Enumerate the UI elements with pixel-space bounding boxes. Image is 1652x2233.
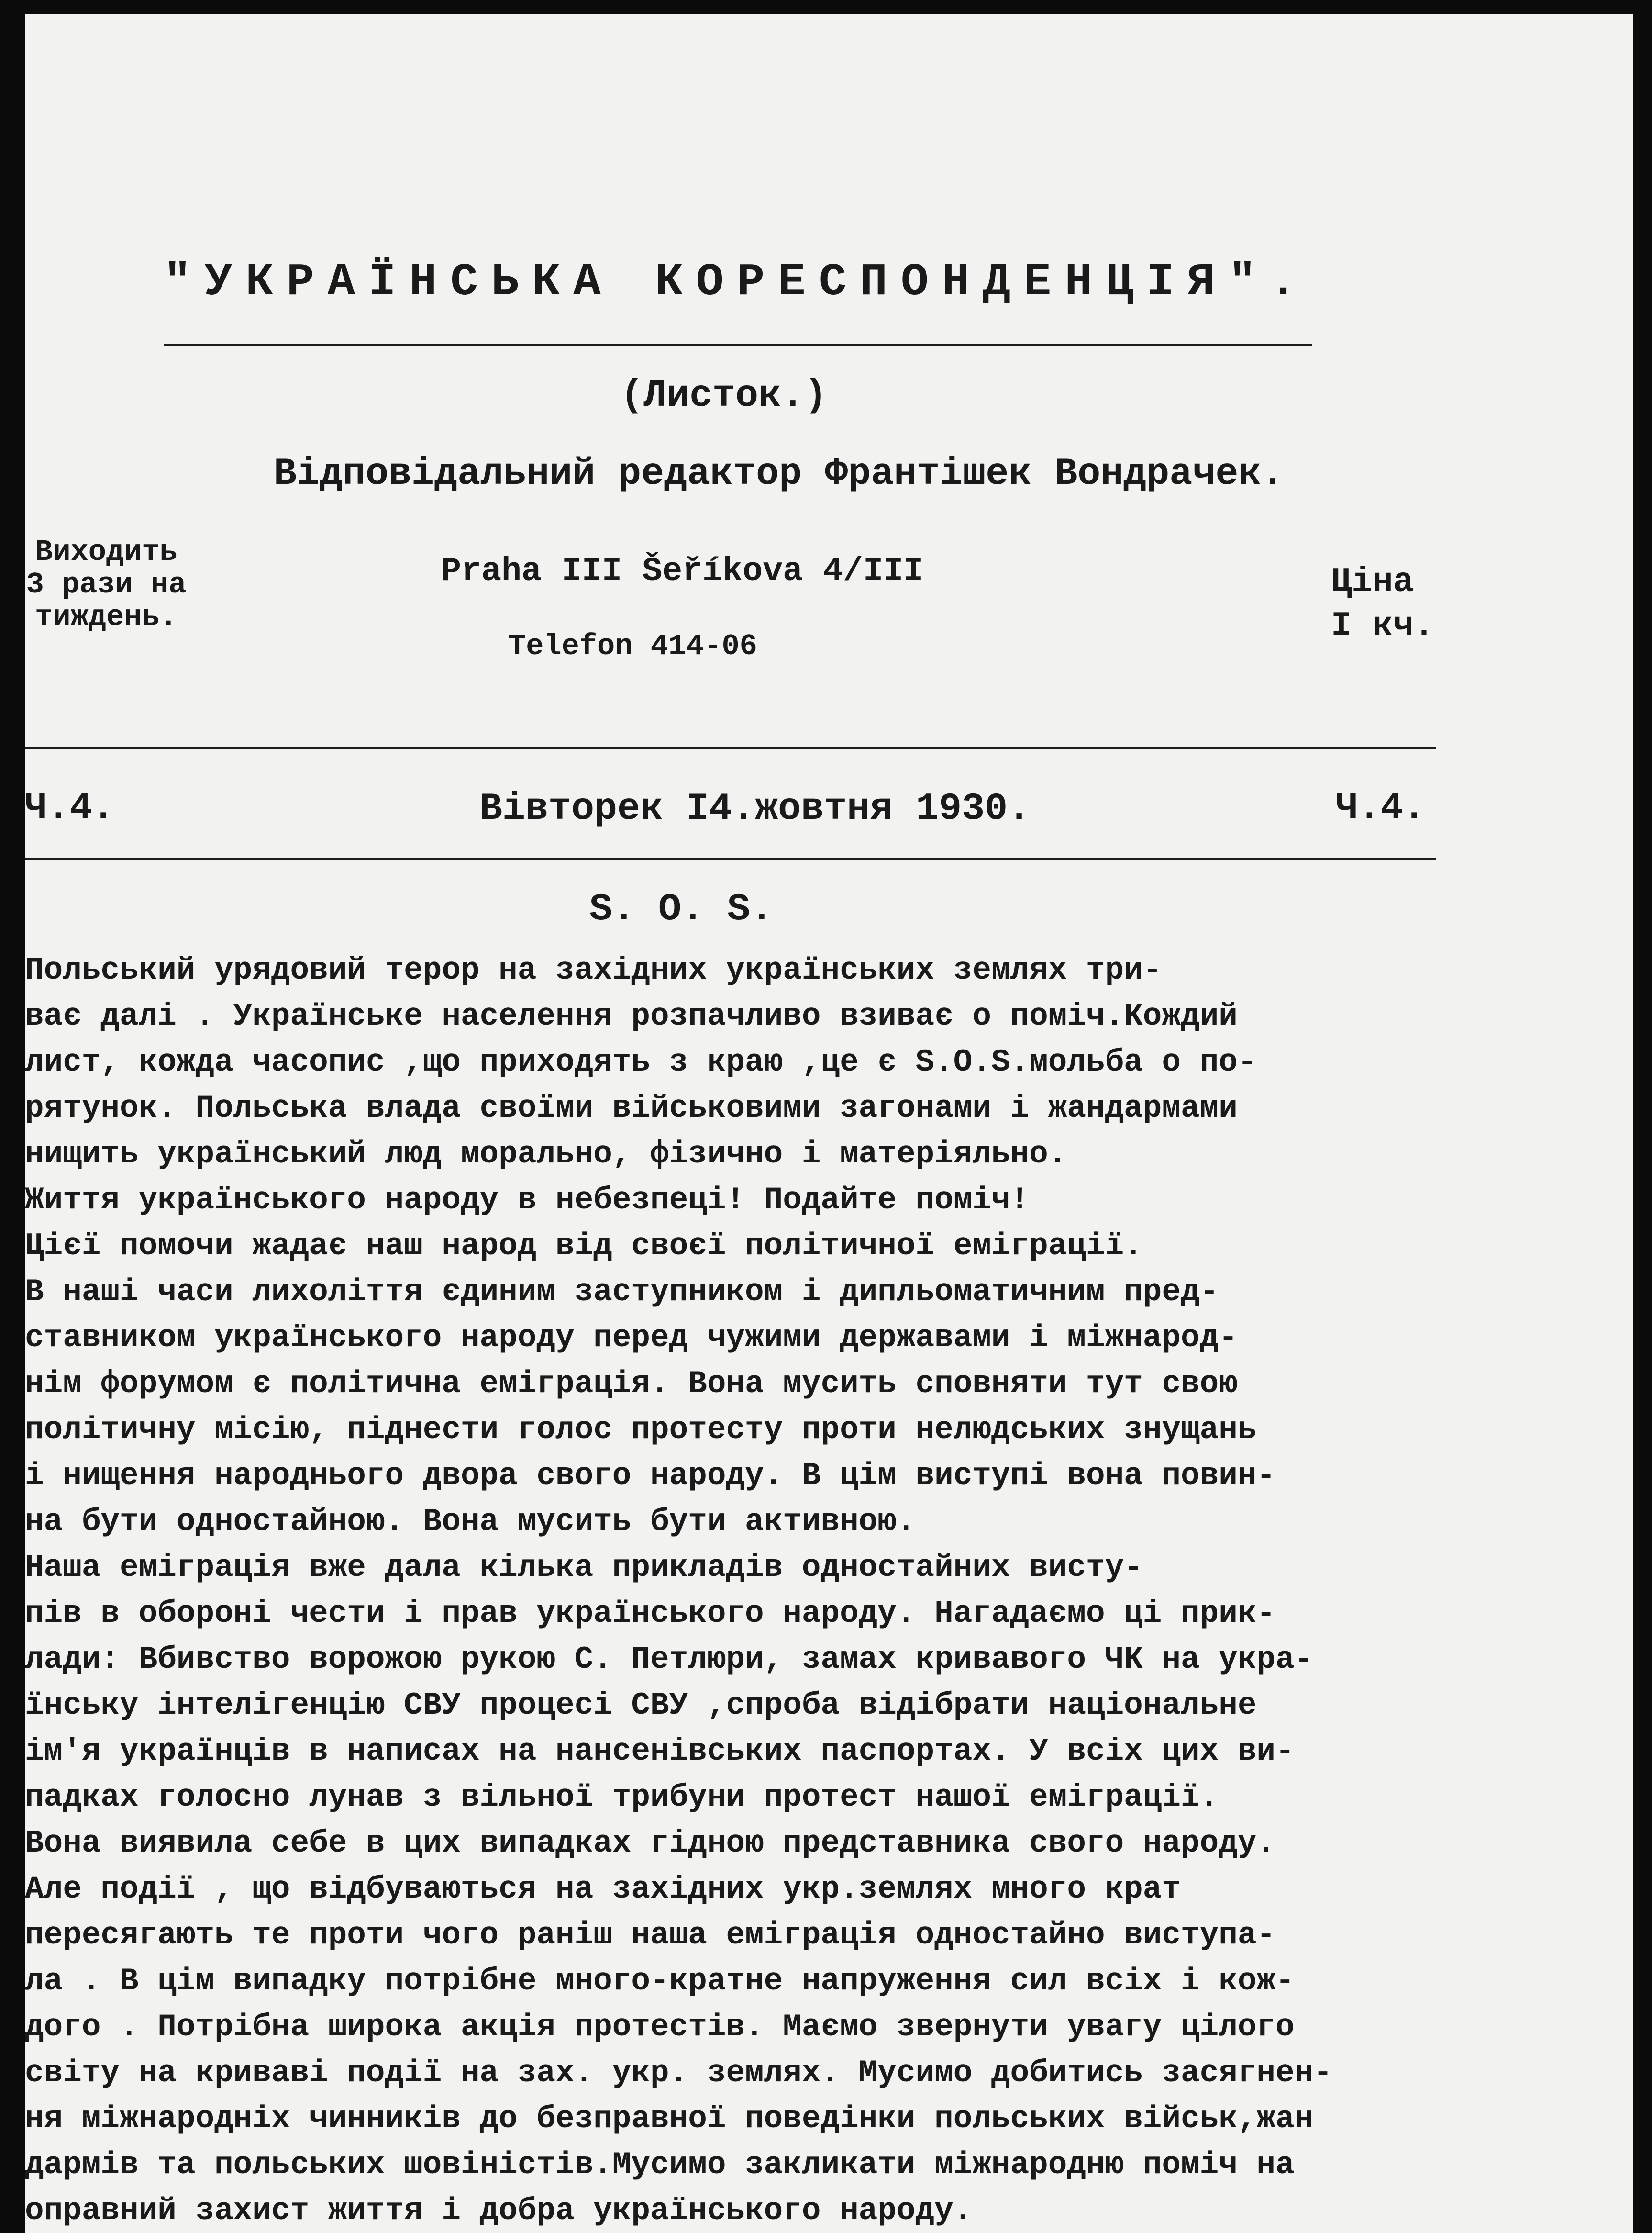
price-block	[1331, 560, 1434, 648]
price-value: I кч.	[1331, 606, 1435, 646]
article-line: нім форумом є політична еміграція. Вона мусить сповняти тут свою	[25, 1366, 1238, 1402]
issue-date: Вівторек I4.жовтня 1930.	[479, 787, 1031, 831]
article-line: ставником українського народу перед чужими державами і міжнарод-	[25, 1320, 1238, 1356]
article-line: Наша еміграція вже дала кілька прикладів одностайних висту-	[25, 1550, 1143, 1585]
article-line: ває далі . Українське населення розпачливо взиває о поміч.Кождий	[25, 998, 1238, 1034]
article-line: падках голосно лунав з вільної трибуни протест нашої еміграції.	[25, 1779, 1219, 1815]
article-line: Вона виявила себе в цих випадках гідною представника свого народу.	[25, 1825, 1276, 1861]
article-line: політичну місію, піднести голос протесту проти нелюдських знущань	[25, 1412, 1257, 1448]
article-line: нищить український люд морально, фізично і матеріяльно.	[25, 1136, 1067, 1172]
price-label: Ціна	[1331, 562, 1414, 602]
article-line: лади: Вбивство ворожою рукою С. Петлюри, замах кривавого ЧК на укра-	[25, 1641, 1314, 1677]
article-line: на бути одностайною. Вона мусить бути активною.	[25, 1504, 916, 1540]
article-line: і нищення народнього двора свого народу. В цім виступі вона повин-	[25, 1458, 1276, 1494]
header-rule-top	[25, 747, 1436, 749]
article-line: оправний захист життя і добра українського народу.	[25, 2193, 973, 2229]
header-rule-bottom	[25, 858, 1436, 860]
article-title: S. O. S.	[589, 888, 774, 931]
article-line: їнську інтелігенцію СВУ процесі СВУ ,спроба відібрати національне	[25, 1687, 1257, 1723]
masthead-subtitle: (Листок.)	[621, 374, 828, 418]
article-line: пів в обороні чести і прав українського народу. Нагадаємо ці прик-	[25, 1596, 1276, 1631]
issue-number-right: Ч.4.	[1336, 787, 1426, 829]
publication-frequency: Виходить 3 рази на тиждень.	[26, 535, 187, 634]
masthead-rule	[164, 344, 1312, 346]
publisher-address: Praha III Šeříkova 4/III	[441, 553, 924, 591]
document-page	[25, 14, 1652, 2233]
article-body	[25, 948, 1494, 2233]
article-line: ла . В цім випадку потрібне много-кратне напруження сил всіх і кож-	[25, 1963, 1295, 1999]
article-line: рятунок. Польська влада своїми військовими загонами і жандармами	[25, 1090, 1238, 1126]
article-line: лист, кожда часопис ,що приходять з краю ,це є S.O.S.мольба о по-	[25, 1044, 1257, 1080]
publisher-phone: Telefon 414-06	[508, 629, 757, 663]
masthead-title: "УКРАЇНСЬКА КОРЕСПОНДЕНЦІЯ".	[164, 256, 1311, 308]
article-line: Життя українського народу в небезпеці! Подайте поміч!	[25, 1182, 1030, 1218]
article-line: ня міжнародніх чинників до безправної поведінки польських військ,жан	[25, 2101, 1314, 2137]
article-line: світу на криваві події на зах. укр. землях. Мусимо добитись засягнен-	[25, 2055, 1332, 2091]
editor-line: Відповідальний редактор Франтішек Вондрачек.	[274, 452, 1285, 496]
article-line: Польський урядовий терор на західних українських землях три-	[25, 952, 1162, 988]
issue-number-left: Ч.4.	[25, 787, 115, 829]
article-line: Цієї помочи жадає наш народ від своєї політичної еміграції.	[25, 1228, 1143, 1264]
article-line: пересягають те проти чого раніш наша еміграція одностайно виступа-	[25, 1917, 1276, 1953]
article-line: В наші часи лихоліття єдиним заступником і дипльоматичним пред-	[25, 1274, 1219, 1310]
article-line: ім'я українців в написах на нансенівських паспортах. У всіх цих ви-	[25, 1733, 1295, 1769]
film-edge	[1633, 0, 1652, 2233]
article-line: дармів та польських шовіністів.Мусимо закликати міжнародню поміч на	[25, 2147, 1295, 2183]
article-line: Але події , що відбуваються на західних укр.землях много крат	[25, 1871, 1181, 1907]
article-line: дого . Потрібна широка акція протестів. Маємо звернути увагу цілого	[25, 2009, 1295, 2045]
